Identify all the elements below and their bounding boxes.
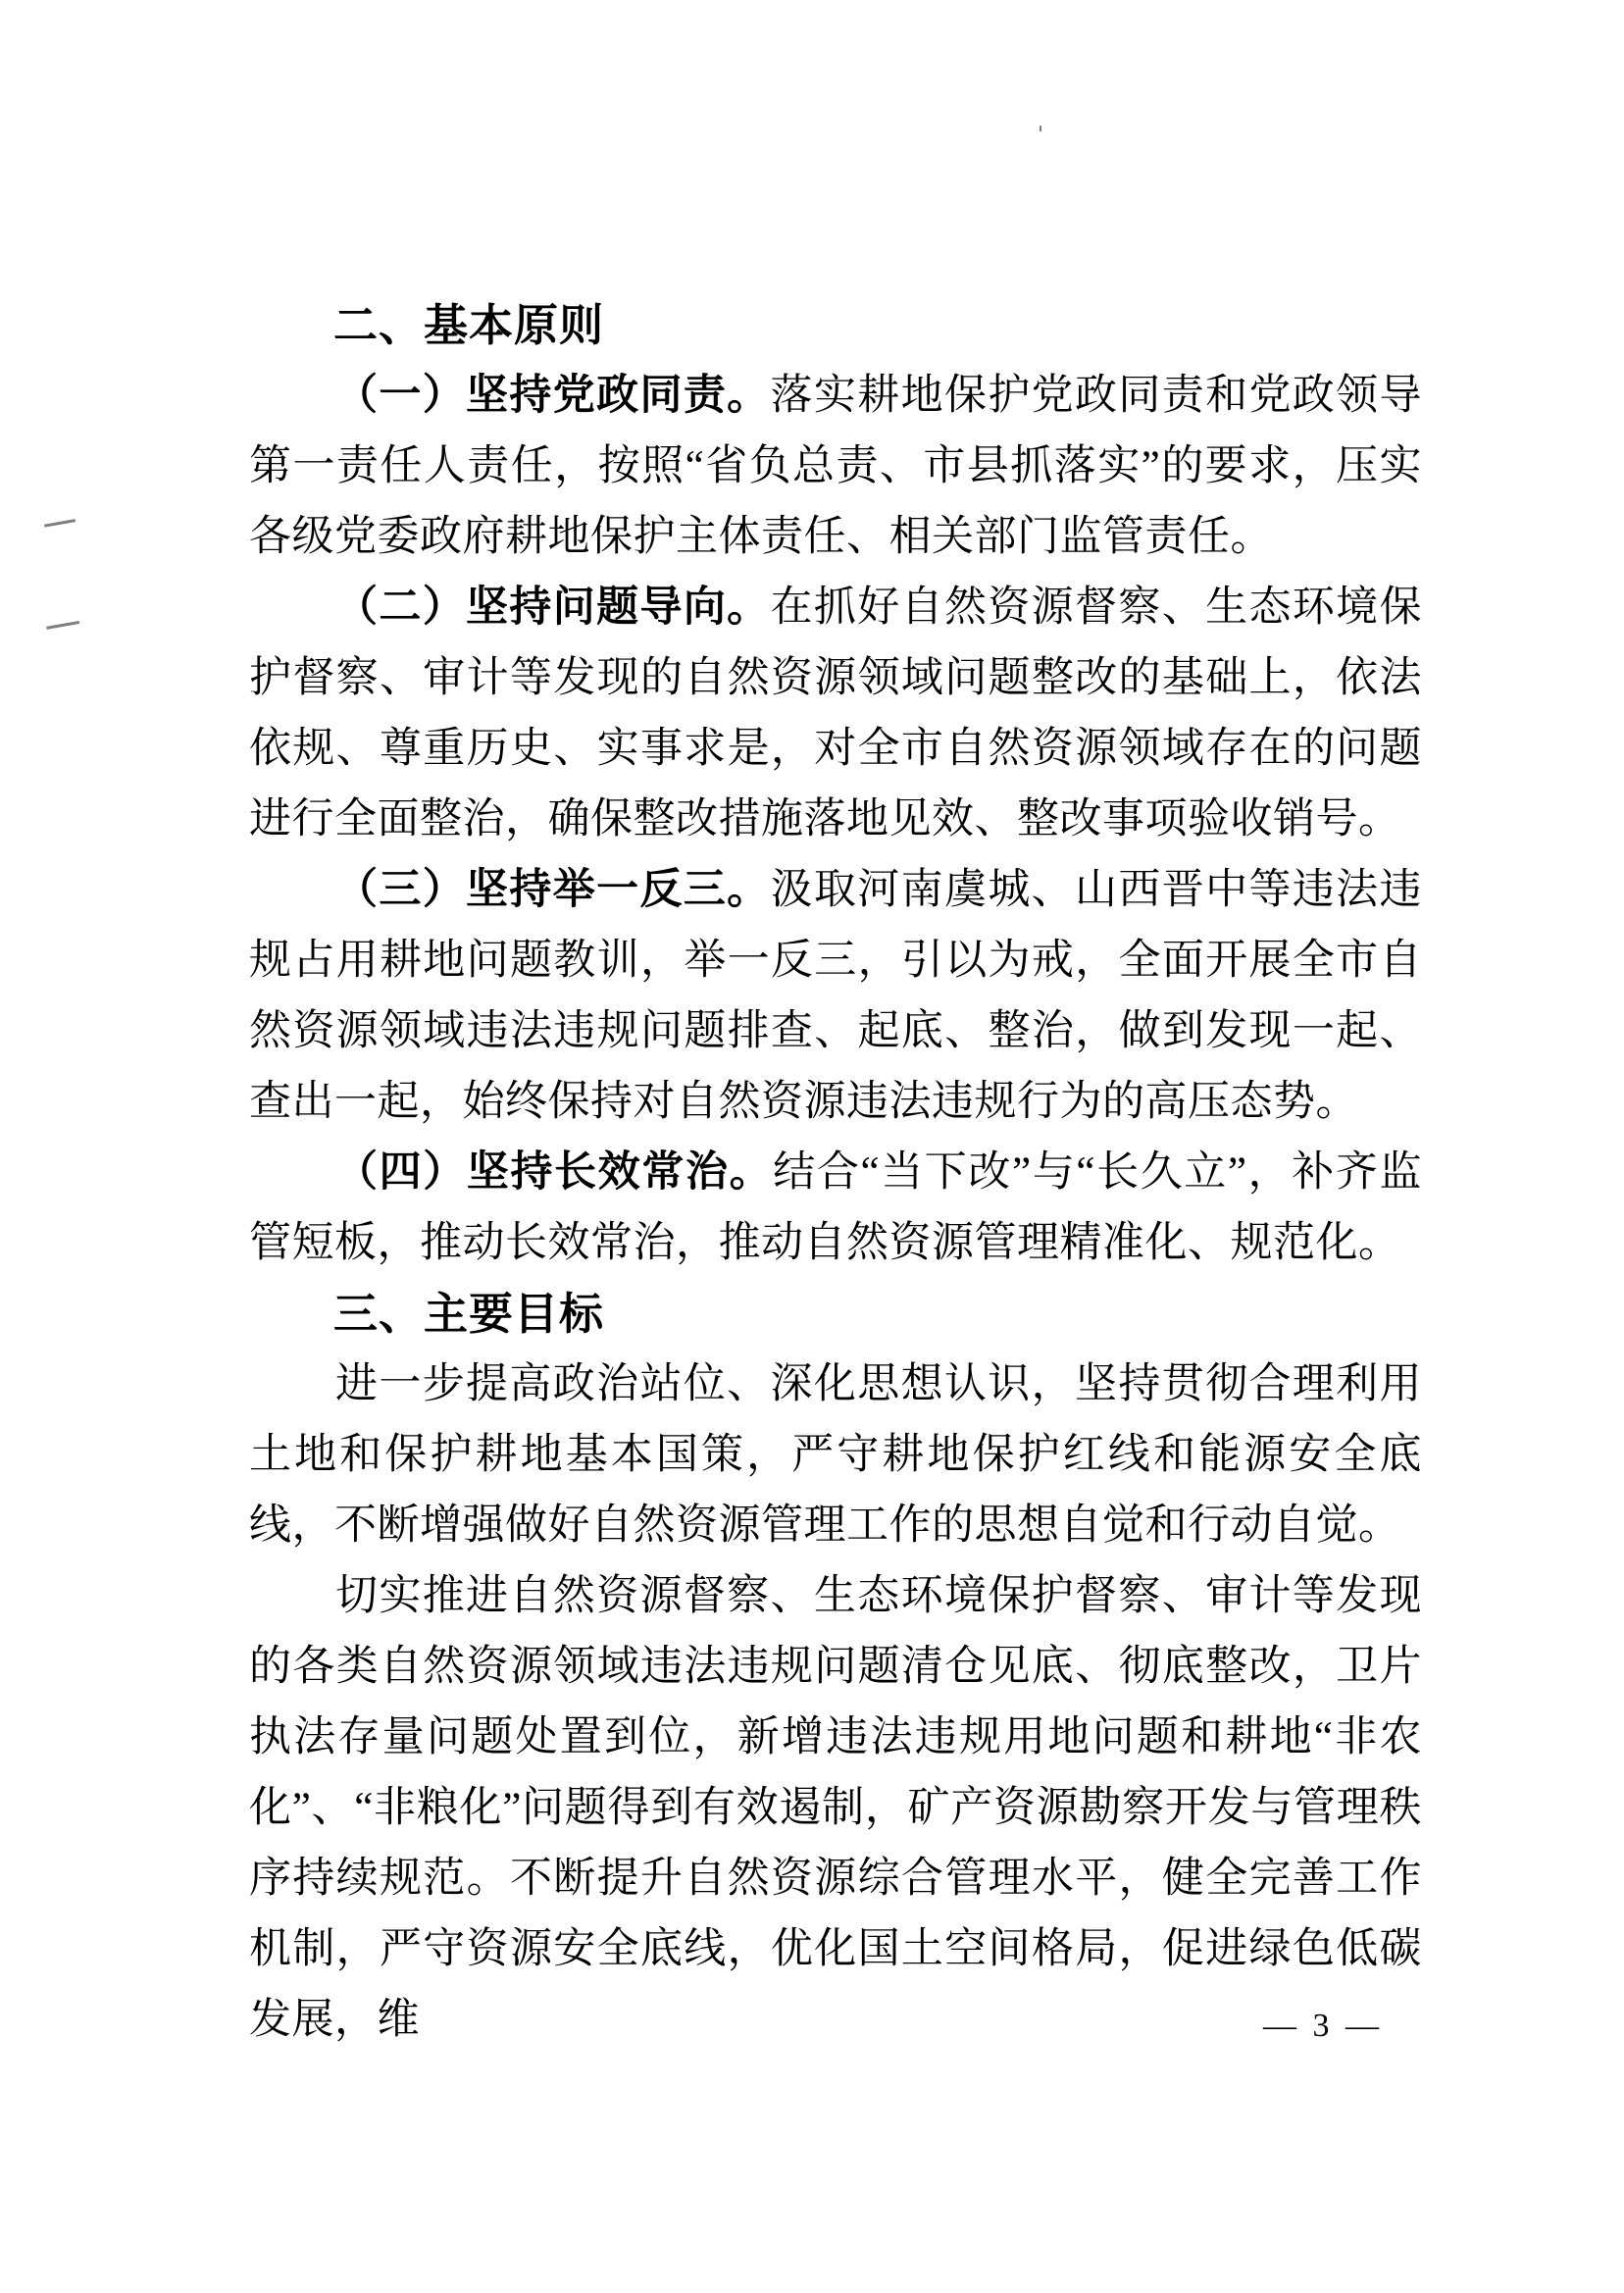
paragraph-lead: （四）坚持长效常治。 bbox=[335, 1149, 774, 1196]
paragraph-body: 进一步提高政治站位、深化思想认识，坚持贯彻合理利用土地和保护耕地基本国策，严守耕地保护红线和能源安全底线，不断增强做好自然资源管理工作的思想自觉和行动自觉。 bbox=[249, 1361, 1422, 1549]
page-number: — 3 — bbox=[1263, 2008, 1383, 2044]
paragraph-goals-2 bbox=[249, 1561, 1422, 2056]
scan-dot bbox=[1040, 126, 1041, 131]
paragraph-principle-4 bbox=[249, 1138, 1422, 1279]
paragraph-body: 在抓好自然资源督察、生态环境保护督察、审计等发现的自然资源领域问题整改的基础上，依法依规、尊重历史、实事求是，对全市自然资源领域存在的问题进行全面整治，确保整改措施落地见效、整改事项验收销号。 bbox=[249, 585, 1423, 842]
document-body bbox=[249, 290, 1422, 2056]
paragraph-lead: （二）坚持问题导向。 bbox=[335, 585, 771, 631]
paragraph-lead: （三）坚持举一反三。 bbox=[335, 867, 771, 913]
scan-smudge bbox=[44, 607, 79, 630]
paragraph-principle-1 bbox=[249, 361, 1422, 573]
paragraph-body: 汲取河南虞城、山西晋中等违法违规占用耕地问题教训，举一反三，引以为戒，全面开展全市自然资源领域违法违规问题排查、起底、整治，做到发现一起、查出一起，始终保持对自然资源违法违规行为的高压态势。 bbox=[249, 867, 1423, 1125]
paragraph-principle-2 bbox=[249, 573, 1422, 855]
paragraph-body: 结合“当下改”与“长久立”，补齐监管短板，推动长效常治，推动自然资源管理精准化、规范化。 bbox=[249, 1149, 1423, 1266]
section-heading-basic-principles: 二、基本原则 bbox=[333, 299, 605, 351]
paragraph-body: 落实耕地保护党政同责和党政领导第一责任人责任，按照“省负总责、市县抓落实”的要求，压实各级党委政府耕地保护主体责任、相关部门监管责任。 bbox=[249, 373, 1423, 560]
section-heading-main-goals: 三、主要目标 bbox=[333, 1288, 605, 1340]
paragraph-goals-1 bbox=[249, 1350, 1422, 1561]
paragraph-principle-3 bbox=[249, 855, 1422, 1138]
paragraph-lead: （一）坚持党政同责。 bbox=[335, 373, 771, 419]
scan-smudge bbox=[42, 507, 76, 527]
paragraph-body: 切实推进自然资源督察、生态环境保护督察、审计等发现的各类自然资源领域违法违规问题清仓见底、彻底整改，卫片执法存量问题处置到位，新增违法违规用地问题和耕地“非农化”、“非粮化”问题得到有效遏制，矿产资源勘察开发与管理秩序持续规范。不断提升自然资源综合管理水平，健全完善工作机制，严守资源安全底线，优化国土空间格局，促进绿色低碳发展，维 bbox=[249, 1573, 1422, 2043]
